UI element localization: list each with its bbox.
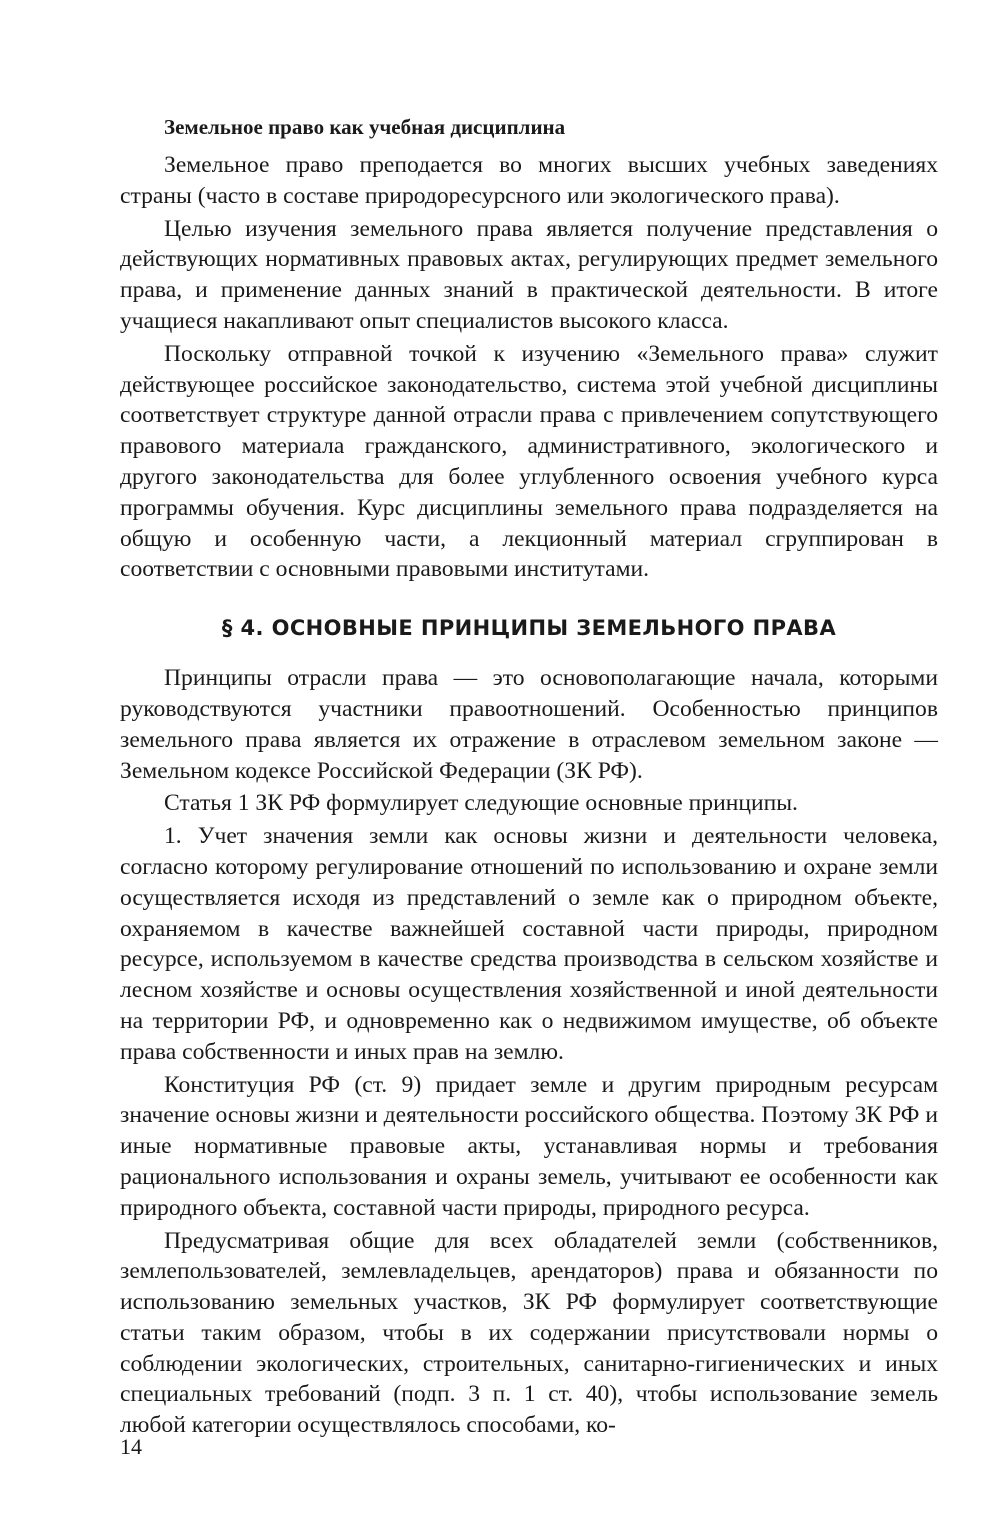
paragraph: Конституция РФ (ст. 9) придает земле и другим природным ресурсам значение основы жизни и деятельности российского общества. Поэтому ЗК РФ и иные нормативные правовые акты, устанавливая нормы и требования рационального использования и охраны земель, учитывают ее особенности как природного объекта, составной части природы, природного ресурса. bbox=[120, 1071, 938, 1221]
section-title: § 4. ОСНОВНЫЕ ПРИНЦИПЫ ЗЕМЕЛЬНОГО ПРАВА bbox=[221, 616, 837, 641]
subsection-title: Земельное право как учебная дисциплина bbox=[164, 115, 566, 139]
paragraph: Целью изучения земельного права является получение представления о действующих нормативных правовых актах, регулирующих предмет земельного права, и применение данных знаний в практической деятельности. В итоге учащиеся накапливают опыт специалистов высокого класса. bbox=[120, 215, 938, 334]
page-number: 14 bbox=[120, 1434, 142, 1459]
paragraph: Предусматривая общие для всех обладателей земли (собственников, землепользователей, землевладельцев, арендаторов) права и обязанности по использованию земельных участков, ЗК РФ формулирует соответствующие статьи таким образом, чтобы в их содержании присутствовали нормы о соблюдении экологических, строительных, санитарно-гигиенических и иных специальных требований (подп. 3 п. 1 ст. 40), чтобы использование земель любой категории осуществлялось способами, ко- bbox=[120, 1227, 938, 1439]
paragraph: Поскольку отправной точкой к изучению «Земельного права» служит действующее российское законодательство, система этой учебной дисциплины соответствует структуре данной отрасли права с привлечением сопутствующего правового материала гражданского, административного, экологического и другого законодательства для более углубленного освоения учебного курса программы обучения. Курс дисциплины земельного права подразделяется на общую и особенную части, а лекционный материал сгруппирован в соответствии с основными правовыми институтами. bbox=[120, 340, 938, 583]
page-body bbox=[120, 112, 938, 1441]
paragraph: Земельное право преподается во многих высших учебных заведениях страны (часто в составе природоресурсного или экологического права). bbox=[120, 152, 938, 209]
paragraph: Статья 1 ЗК РФ формулирует следующие основные принципы. bbox=[164, 790, 798, 817]
paragraph: Принципы отрасли права — это основополагающие начала, которыми руководствуются участники правоотношений. Особенностью принципов земельного права является их отражение в отраслевом земельном законе — Земельном кодексе Российской Федерации (ЗК РФ). bbox=[120, 665, 938, 784]
paragraph: 1. Учет значения земли как основы жизни и деятельности человека, согласно которому регулирование отношений по использованию и охране земли осуществляется исходя из представлений о земле как о природном объекте, охраняемом в качестве важнейшей составной части природы, природном ресурсе, используемом в качестве средства производства в сельском хозяйстве и лесном хозяйстве и основы осуществления хозяйственной и иной деятельности на территории РФ, и одновременно как о недвижимом имуществе, об объекте права собственности и иных прав на землю. bbox=[120, 823, 938, 1065]
